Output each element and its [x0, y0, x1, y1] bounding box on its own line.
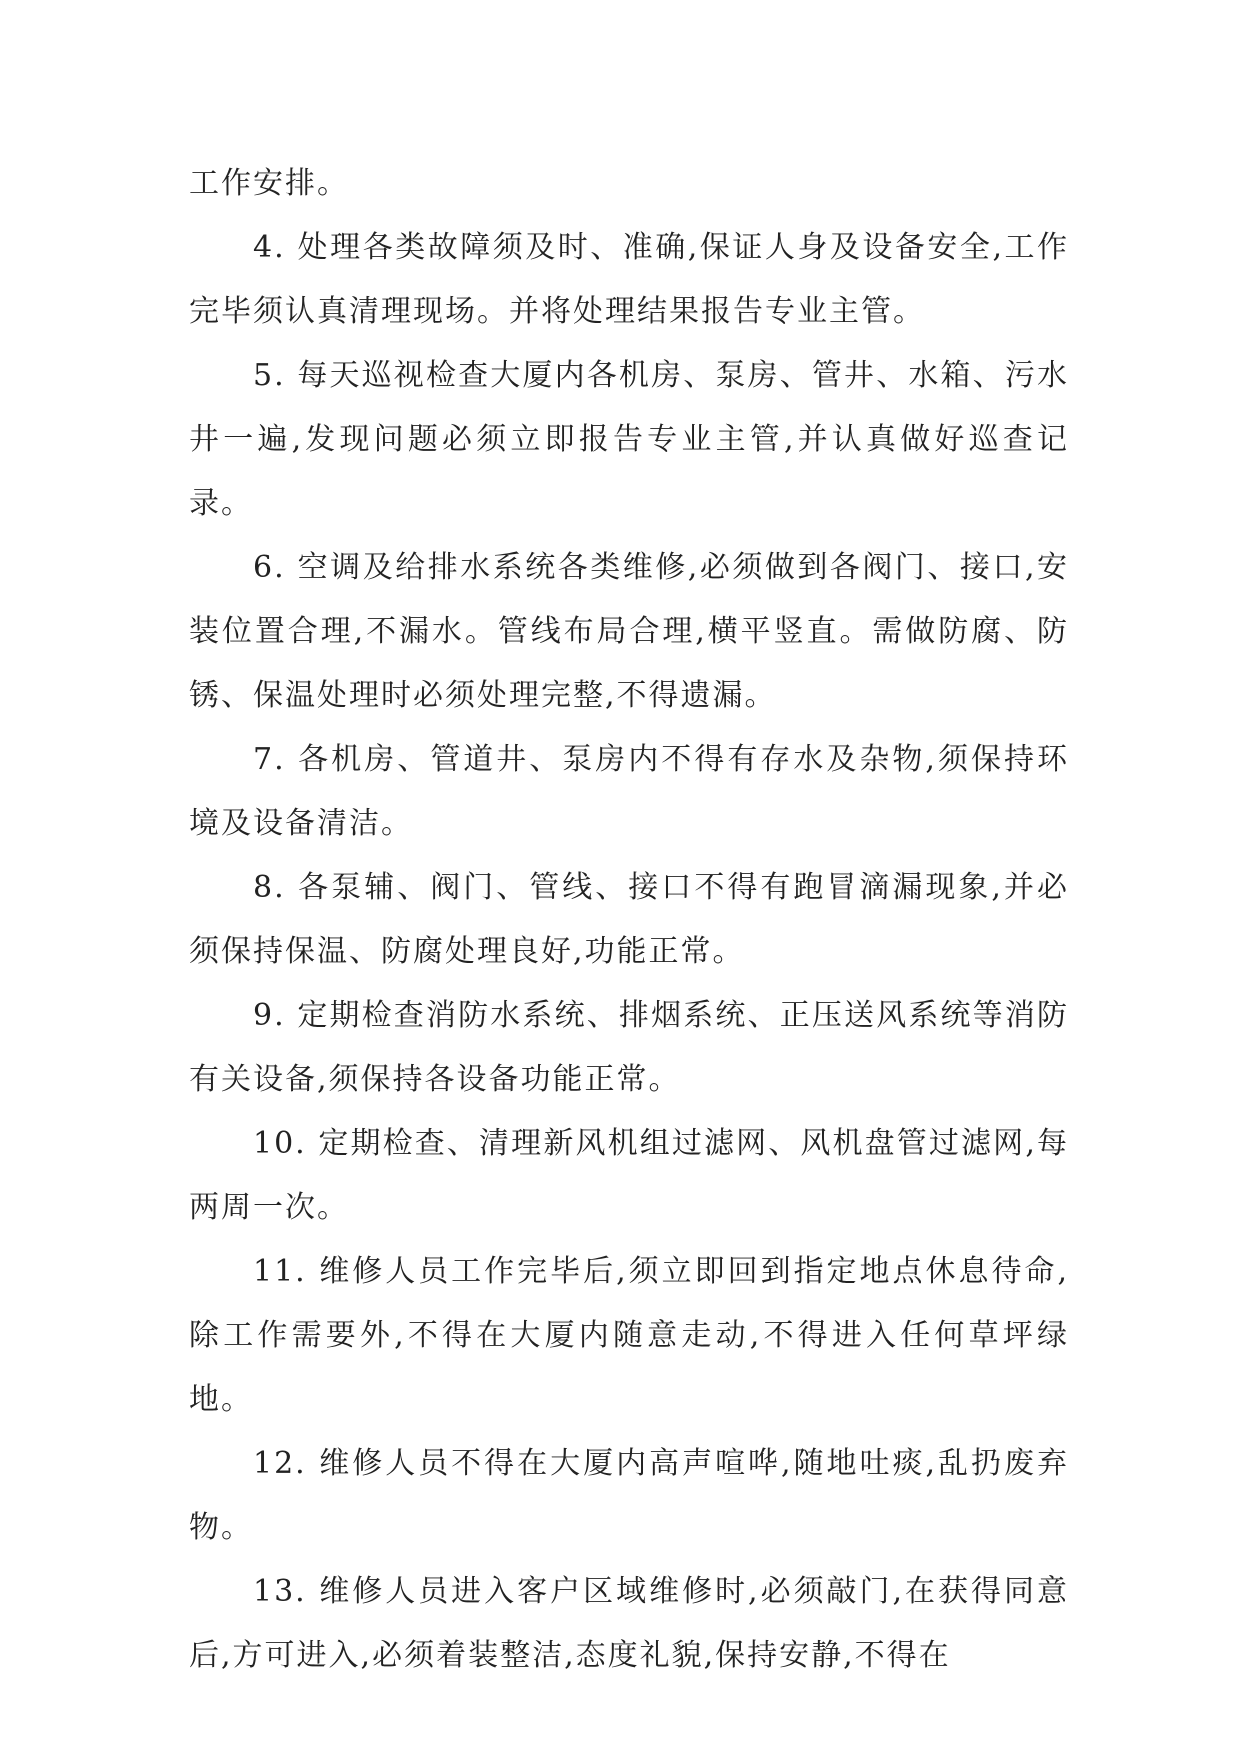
paragraph-item-6: 6. 空调及给排水系统各类维修,必须做到各阀门、接口,安装位置合理,不漏水。管线布局合理,横平竖直。需做防腐、防锈、保温处理时必须处理完整,不得遗漏。 [189, 550, 1069, 713]
paragraph-continuation: 工作安排。 [189, 166, 349, 201]
paragraph-item-5: 5. 每天巡视检查大厦内各机房、泵房、管井、水箱、污水井一遍,发现问题必须立即报告专业主管,并认真做好巡查记录。 [189, 358, 1069, 521]
paragraph-item-4: 4. 处理各类故障须及时、准确,保证人身及设备安全,工作完毕须认真清理现场。并将处理结果报告专业主管。 [189, 230, 1069, 329]
paragraph-item-12: 12. 维修人员不得在大厦内高声喧哗,随地吐痰,乱扔废弃物。 [189, 1446, 1069, 1545]
paragraph-item-8: 8. 各泵辅、阀门、管线、接口不得有跑冒滴漏现象,并必须保持保温、防腐处理良好,功能正常。 [189, 870, 1069, 969]
paragraph-item-11: 11. 维修人员工作完毕后,须立即回到指定地点休息待命,除工作需要外,不得在大厦内随意走动,不得进入任何草坪绿地。 [189, 1254, 1069, 1417]
paragraph-item-7: 7. 各机房、管道井、泵房内不得有存水及杂物,须保持环境及设备清洁。 [189, 742, 1069, 841]
paragraph-item-9: 9. 定期检查消防水系统、排烟系统、正压送风系统等消防有关设备,须保持各设备功能正常。 [189, 998, 1069, 1097]
document-body [189, 152, 1069, 1688]
paragraph-item-13: 13. 维修人员进入客户区域维修时,必须敲门,在获得同意后,方可进入,必须着装整洁,态度礼貌,保持安静,不得在 [189, 1574, 1069, 1673]
paragraph-item-10: 10. 定期检查、清理新风机组过滤网、风机盘管过滤网,每两周一次。 [189, 1126, 1069, 1225]
